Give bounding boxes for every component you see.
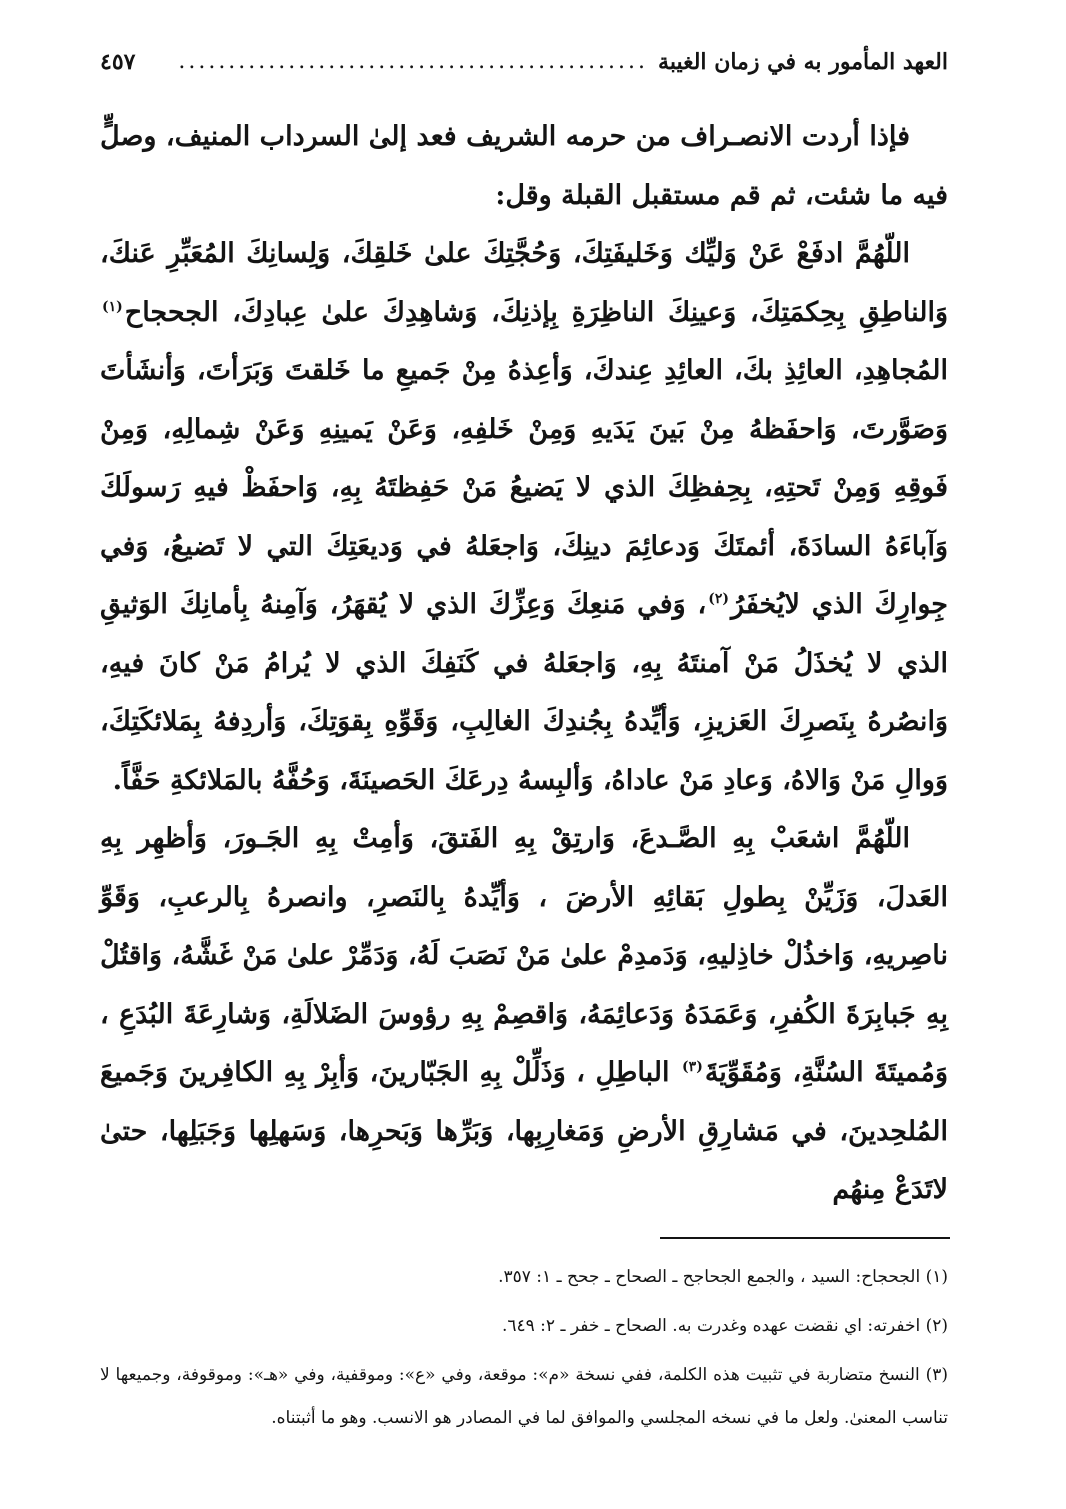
footnote-ref-2[interactable]: (٢)	[708, 591, 729, 607]
supplication-2-part-b: الباطِلِ ، وَذَلِّلْ بِهِ الجَبّارينَ، وَأبِرْ بِهِ الكافِرينَ وَجَميعَ المُلحِدينَ، في مَشارِقِ الأرضِ وَمَغارِبِها، وَبَرِّها وَبَحرِها، وَسَهلِها وَجَبَلِها، حتىٰ لاتَدَعْ مِنهُم	[100, 1057, 948, 1205]
footnote-3: (٣) النسخ متضاربة في تثبيت هذه الكلمة، ففي نسخة «م»: موقعة، وفي «ع»: وموقفية، وفي «هـ»: وموقوفة، وجميعها لا تناسب المعنىٰ. ولعل ما في نسخه المجلسي والموافق لما في المصادر هو الانسب. وهو ما أثبتناه.	[100, 1365, 948, 1428]
footnote-1: (١) الجحجاح: السيد ، والجمع الجحاجح ـ الصحاح ـ جحح ـ ١: ٣٥٧.	[498, 1267, 948, 1287]
header-title: العهد المأمور به في زمان الغيبة	[658, 49, 948, 75]
footnote-ref-3[interactable]: (٣)	[682, 1059, 703, 1075]
footnotes	[100, 1253, 948, 1440]
supplication-2-part-a: اللّهُمَّ اشعَبْ بِهِ الصَّـدعَ، وَارتِقْ بِهِ الفَتقَ، وَأمِتْ بِهِ الجَـورَ، وَأظهِر بِهِ العَدلَ، وَزَيِّنْ بِطولِ بَقائِهِ الأرضَ ، وَأيِّدهُ بِالنَصرِ، وانصرهُ بِالرعبِ، وَقَوِّ ناصِريهِ، وَاخذُلْ خاذِليهِ، وَدَمدِمْ علىٰ مَنْ نَصَبَ لَهُ، وَدَمِّرْ علىٰ مَنْ غَشَّهُ، وَاقتُلْ بِهِ جَبابِرَةَ الكُفرِ، وَعَمَدَهُ وَدَعائِمَهُ، وَاقصِمْ بِهِ رؤوسَ الضَلالَةِ، وَشارِعَةَ البُدَعِ ، وَمُميتَةَ السُنَّةِ، وَمُقَوِّيَةَ	[100, 823, 948, 1088]
paragraph-intro: فإذا أردت الانصـراف من حرمه الشريف فعد إلىٰ السرداب المنيف، وصلٍّ فيه ما شئت، ثم قم مستقبل القبلة وقل:	[100, 121, 948, 211]
running-header	[100, 42, 948, 82]
page-number: ٤٥٧	[100, 49, 136, 75]
paragraph-supplication-2	[100, 810, 948, 1220]
supplication-1-part-a: اللّهُمَّ ادفَعْ عَنْ وَليِّك وَخَليفَتِكَ، وَحُجَّتِكَ علىٰ خَلقِكَ، وَلِسانِكَ المُعَبِّرِ عَنكَ، وَالناطِقِ بِحِكمَتِكَ، وَعينِكَ الناظِرَةِ بِإذنِكَ، وَشاهِدِكَ علىٰ عِبادِكَ، الجحجاح	[100, 238, 948, 328]
supplication-1-part-b: المُجاهِدِ، العائِذِ بكَ، العائِدِ عِندكَ، وَأعِذهُ مِنْ جَميعِ ما خَلقتَ وَبَرَأتَ، وَأنشَأتَ وَصَوَّرتَ، وَاحفَظهُ مِنْ بَينَ يَدَيهِ وَمِنْ خَلفِهِ، وَعَنْ يَمينِهِ وَعَنْ شِمالِهِ، وَمِنْ فَوقِهِ وَمِنْ تَحتِهِ، بِحِفظِكَ الذي لا يَضيعُ مَنْ حَفِظتَهُ بِهِ، وَاحفَظْ فيهِ رَسولَكَ وَآباءَهُ السادَةَ، أئمتَكَ وَدعائِمَ دينِكَ، وَاجعَلهُ في وَديعَتِكَ التي لا تَضيعُ، وَفي جِوارِكَ الذي لايُخفَرُ	[100, 355, 948, 620]
supplication-1-part-c: ، وَفي مَنعِكَ وَعِزِّكَ الذي لا يُقهَرُ، وَآمِنهُ بِأمانِكَ الوَثيقِ الذي لا يُخذَلُ مَنْ آمنتَهُ بِهِ، وَاجعَلهُ في كَنَفِكَ الذي لا يُرامُ مَنْ كانَ فيهِ، وَانصُرهُ بِنَصرِكَ العَزيزِ، وَأيِّدهُ بِجُندِكَ الغالِبِ، وَقَوِّهِ بِقوَتِكَ، وَأردِفهُ بِمَلائكَتِكَ، وَوالِ مَنْ وَالاهُ، وَعادِ مَنْ عاداهُ، وَألبِسهُ دِرعَكَ الحَصينَةَ، وَحُفَّهُ بالمَلائكةِ حَفَّاً.	[100, 589, 948, 796]
footnote-ref-1[interactable]: (١)	[102, 298, 123, 315]
paragraph-supplication-1	[100, 225, 948, 810]
main-text	[100, 108, 948, 1220]
header-dot-leader: ...............................................	[178, 49, 649, 74]
footnote-2: (٢) اخفرته: اي نقضت عهده وغدرت به. الصحاح ـ خفر ـ ٢: ٦٤٩.	[501, 1316, 948, 1336]
footnote-separator	[660, 1237, 950, 1239]
